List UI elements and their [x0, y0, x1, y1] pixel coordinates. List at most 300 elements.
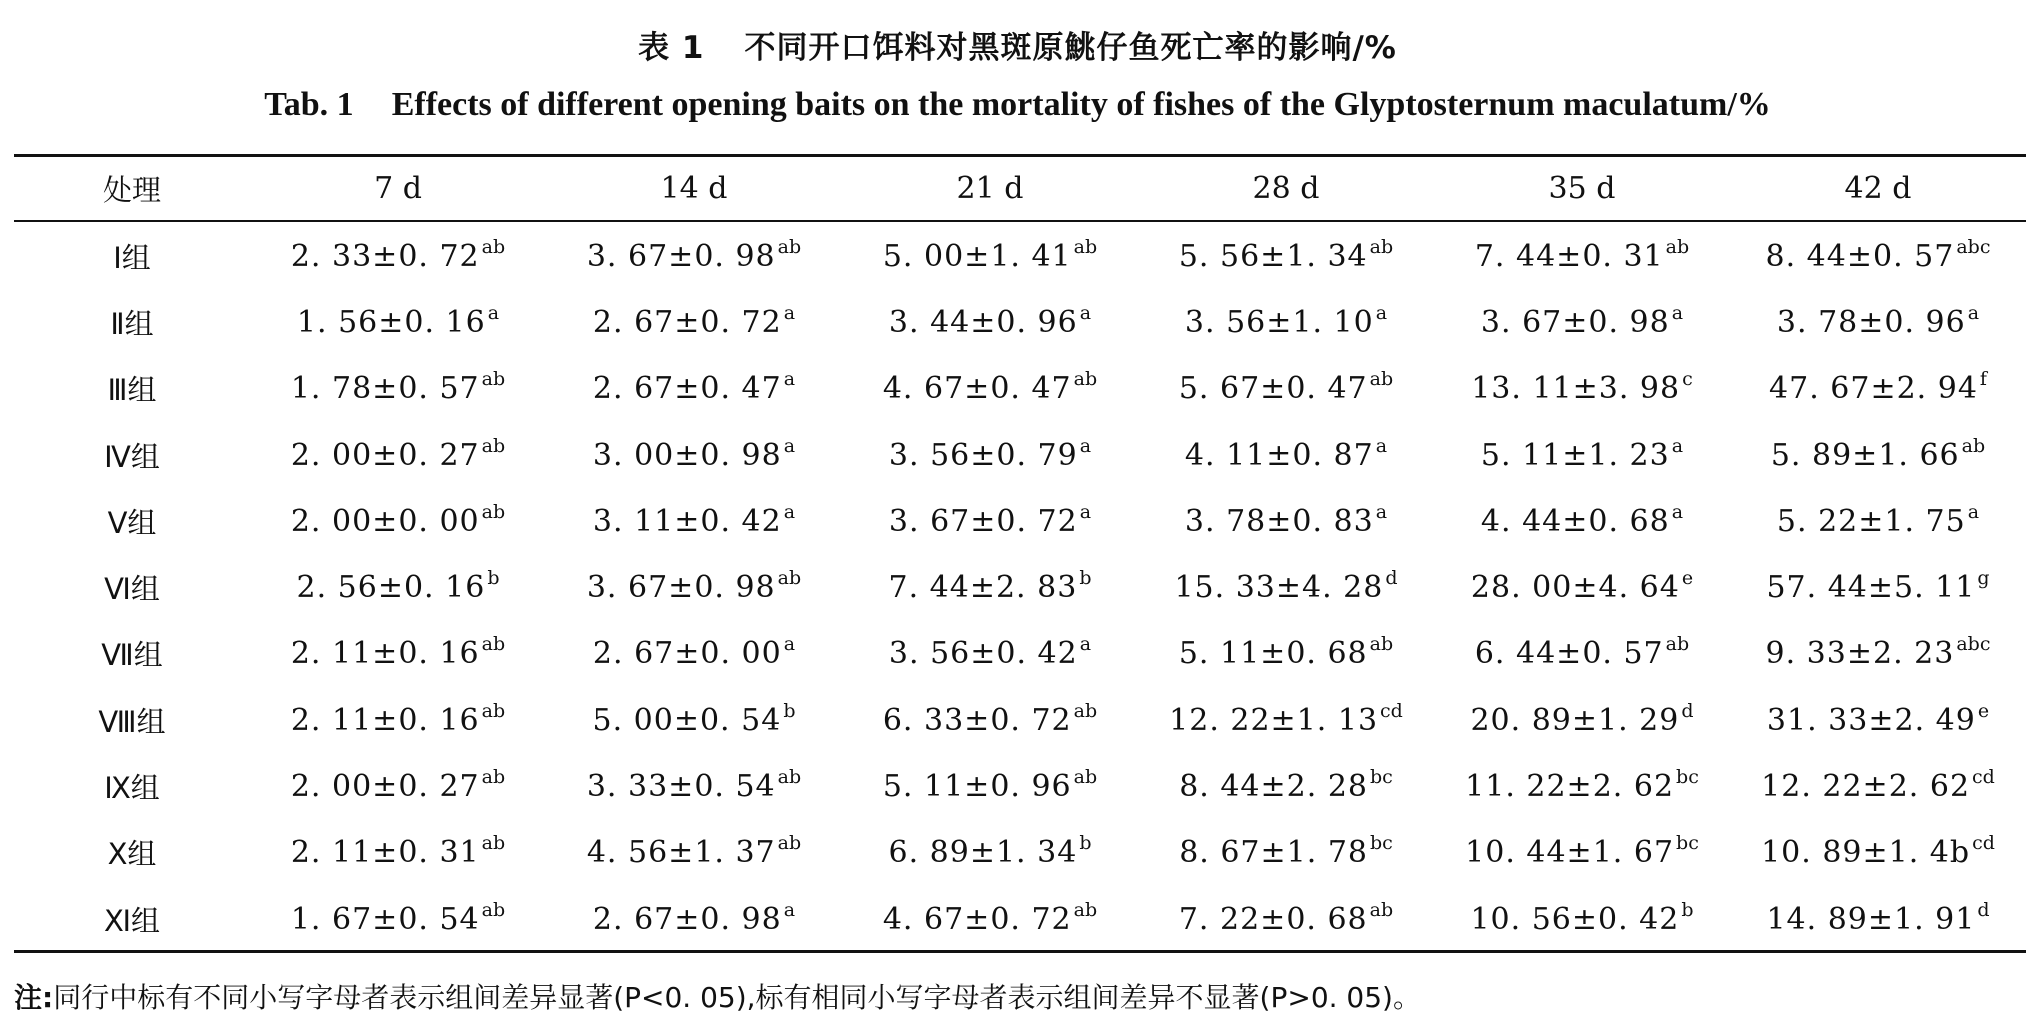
significance-letters: cd — [1972, 766, 1995, 789]
mortality-value — [290, 766, 506, 805]
mean-sd-value: 11. 22±2. 62 — [1465, 769, 1675, 805]
mean-sd-value: 2. 11±0. 31 — [290, 835, 480, 871]
mean-sd-value: 2. 00±0. 27 — [290, 769, 480, 805]
mean-sd-value: 3. 00±0. 98 — [592, 437, 782, 473]
significance-letters: bc — [1676, 766, 1699, 789]
mortality-value — [592, 500, 796, 539]
table-cell — [1138, 554, 1434, 620]
mortality-value — [592, 368, 796, 407]
significance-letters: a — [487, 301, 500, 324]
table-cell — [842, 554, 1138, 620]
table-cell — [1730, 422, 2026, 488]
mortality-value — [592, 301, 796, 340]
mortality-value — [586, 235, 802, 274]
mortality-value — [586, 832, 802, 871]
table-row — [14, 554, 2026, 620]
significance-letters: ab — [1073, 766, 1098, 789]
mean-sd-value: 3. 56±0. 79 — [888, 437, 1078, 473]
mean-sd-value: 7. 44±2. 83 — [888, 570, 1078, 606]
group-label: Ⅱ组 — [110, 306, 154, 341]
column-header: 14 d — [660, 171, 728, 206]
significance-letters: a — [783, 500, 796, 523]
significance-letters: e — [1977, 699, 1990, 722]
mean-sd-value: 5. 22±1. 75 — [1776, 503, 1966, 539]
table-row — [14, 621, 2026, 687]
mean-sd-value: 15. 33±4. 28 — [1174, 570, 1384, 606]
mean-sd-value: 2. 33±0. 72 — [290, 238, 480, 274]
significance-letters: a — [783, 898, 796, 921]
mortality-value — [296, 301, 500, 340]
table-cell — [250, 554, 546, 620]
mean-sd-value: 3. 78±0. 96 — [1776, 304, 1966, 340]
table-cell — [1730, 554, 2026, 620]
table-cell — [1730, 621, 2026, 687]
table-row — [14, 753, 2026, 819]
table-row — [14, 289, 2026, 355]
significance-letters: cd — [1972, 832, 1995, 855]
mean-sd-value: 3. 56±1. 10 — [1184, 304, 1374, 340]
group-label: Ⅳ组 — [104, 439, 160, 474]
mean-sd-value: 2. 67±0. 98 — [592, 901, 782, 937]
table-cell — [1730, 356, 2026, 422]
table-cell — [1434, 687, 1730, 753]
group-label: Ⅶ组 — [101, 638, 163, 673]
mortality-value — [290, 832, 506, 871]
table-cell — [842, 753, 1138, 819]
significance-letters: ab — [1665, 633, 1690, 656]
significance-letters: ab — [481, 699, 506, 722]
group-label: Ⅰ组 — [113, 240, 151, 275]
significance-letters: a — [1079, 500, 1092, 523]
significance-letters: ab — [1073, 898, 1098, 921]
mortality-value — [882, 766, 1098, 805]
mean-sd-value: 2. 67±0. 72 — [592, 304, 782, 340]
mean-sd-value: 3. 67±0. 98 — [586, 238, 776, 274]
mortality-value — [888, 832, 1092, 871]
mean-sd-value: 14. 89±1. 91 — [1766, 901, 1976, 937]
significance-letters: d — [1385, 567, 1398, 590]
significance-letters: a — [1967, 500, 1980, 523]
table-cell — [1138, 886, 1434, 952]
mortality-value — [1761, 766, 1995, 805]
table-cell — [1434, 621, 1730, 687]
table-cell — [842, 356, 1138, 422]
significance-letters: f — [1979, 368, 1987, 391]
significance-letters: ab — [481, 633, 506, 656]
mortality-value — [592, 633, 796, 672]
significance-letters: a — [1079, 301, 1092, 324]
mortality-value — [592, 699, 796, 738]
significance-letters: bc — [1370, 832, 1393, 855]
significance-letters: d — [1977, 898, 1990, 921]
mortality-value — [888, 500, 1092, 539]
mortality-value — [1174, 567, 1398, 606]
table-cell — [1138, 422, 1434, 488]
significance-letters: a — [1375, 500, 1388, 523]
mortality-value — [1179, 832, 1393, 871]
significance-letters: b — [783, 699, 796, 722]
mean-sd-value: 2. 67±0. 47 — [592, 371, 782, 407]
mean-sd-value: 6. 89±1. 34 — [888, 835, 1078, 871]
mean-sd-value: 47. 67±2. 94 — [1769, 371, 1978, 407]
significance-letters: a — [1671, 500, 1684, 523]
table-cell — [1730, 687, 2026, 753]
mortality-value — [1184, 434, 1388, 473]
mean-sd-value: 6. 44±0. 57 — [1474, 636, 1664, 672]
significance-letters: ab — [481, 235, 506, 258]
table-cell — [546, 621, 842, 687]
group-label: Ⅹ组 — [107, 837, 157, 872]
mortality-value — [888, 301, 1092, 340]
mortality-value — [1766, 898, 1990, 937]
table-cell — [250, 289, 546, 355]
significance-letters: c — [1682, 368, 1693, 391]
table-cell — [842, 621, 1138, 687]
mortality-value — [290, 699, 506, 738]
table-cell — [1434, 753, 1730, 819]
significance-letters: ab — [1665, 235, 1690, 258]
mortality-value — [882, 699, 1098, 738]
table-cell — [250, 422, 546, 488]
group-label: Ⅵ组 — [104, 572, 160, 607]
mortality-value — [1474, 235, 1690, 274]
mean-sd-value: 12. 22±2. 62 — [1761, 769, 1971, 805]
mortality-value — [592, 898, 796, 937]
mean-sd-value: 3. 44±0. 96 — [888, 304, 1078, 340]
mean-sd-value: 57. 44±5. 11 — [1766, 570, 1976, 606]
significance-letters: a — [783, 633, 796, 656]
group-label: Ⅸ组 — [104, 771, 160, 806]
table-header-row — [14, 157, 2026, 220]
significance-letters: ab — [777, 567, 802, 590]
table-cell — [250, 621, 546, 687]
table-cell — [1434, 422, 1730, 488]
table-row — [14, 422, 2026, 488]
table-cell — [1730, 753, 2026, 819]
table-title-en — [0, 86, 2035, 124]
significance-letters: a — [1079, 633, 1092, 656]
group-label: Ⅲ组 — [107, 373, 157, 408]
significance-letters: ab — [481, 434, 506, 457]
mean-sd-value: 10. 56±0. 42 — [1470, 901, 1680, 937]
mortality-value — [1776, 500, 1980, 539]
mean-sd-value: 4. 67±0. 72 — [882, 901, 1072, 937]
mortality-value — [290, 434, 506, 473]
mortality-value — [1766, 567, 1990, 606]
mean-sd-value: 1. 67±0. 54 — [290, 901, 480, 937]
table-cell — [250, 220, 546, 289]
table-cell — [546, 753, 842, 819]
significance-letters: e — [1681, 567, 1694, 590]
mortality-value — [1776, 301, 1980, 340]
significance-letters: ab — [1073, 235, 1098, 258]
table-cell — [1138, 621, 1434, 687]
significance-letters: bc — [1370, 766, 1393, 789]
significance-letters: ab — [1369, 368, 1394, 391]
mean-sd-value: 3. 33±0. 54 — [586, 769, 776, 805]
table-title-cn-text: 不同开口饵料对黑斑原鮡仔鱼死亡率的影响/% — [744, 30, 1397, 66]
mortality-value — [290, 898, 506, 937]
mortality-value — [1178, 368, 1394, 407]
significance-letters: ab — [481, 832, 506, 855]
table-cell — [1434, 820, 1730, 886]
mortality-value — [586, 766, 802, 805]
significance-letters: b — [1079, 832, 1092, 855]
mortality-value — [1179, 766, 1393, 805]
table-cell — [1434, 289, 1730, 355]
table-cell — [250, 687, 546, 753]
table-cell — [1730, 220, 2026, 289]
table-cell — [842, 220, 1138, 289]
mean-sd-value: 5. 56±1. 34 — [1178, 238, 1368, 274]
mortality-value — [1761, 832, 1995, 871]
table-cell — [546, 356, 842, 422]
table-cell — [546, 289, 842, 355]
mean-sd-value: 2. 00±0. 27 — [290, 437, 480, 473]
table-row — [14, 886, 2026, 952]
table-row — [14, 220, 2026, 289]
mean-sd-value: 4. 11±0. 87 — [1184, 437, 1374, 473]
significance-letters: ab — [1369, 898, 1394, 921]
mortality-value — [592, 434, 796, 473]
table-cell — [1434, 886, 1730, 952]
column-header: 42 d — [1844, 171, 1912, 206]
significance-letters: cd — [1380, 699, 1403, 722]
mortality-value — [290, 235, 506, 274]
mortality-value — [1765, 633, 1991, 672]
mortality-value — [888, 434, 1092, 473]
significance-letters: ab — [1369, 633, 1394, 656]
mortality-value — [290, 500, 506, 539]
table-cell — [1730, 289, 2026, 355]
significance-letters: ab — [481, 368, 506, 391]
mean-sd-value: 7. 44±0. 31 — [1474, 238, 1664, 274]
mortality-value — [1480, 301, 1684, 340]
table-cell — [1434, 554, 1730, 620]
column-header: 21 d — [956, 171, 1024, 206]
mean-sd-value: 2. 11±0. 16 — [290, 702, 480, 738]
group-label: Ⅷ组 — [98, 704, 166, 739]
table-cell — [1730, 820, 2026, 886]
table-cell — [1434, 356, 1730, 422]
significance-letters: b — [1681, 898, 1694, 921]
significance-letters: a — [1671, 301, 1684, 324]
table-cell — [842, 820, 1138, 886]
mean-sd-value: 2. 67±0. 00 — [592, 636, 782, 672]
table-cell — [250, 886, 546, 952]
table-cell — [1138, 687, 1434, 753]
table-cell — [842, 886, 1138, 952]
significance-letters: a — [783, 368, 796, 391]
significance-letters: ab — [1073, 368, 1098, 391]
mean-sd-value: 3. 11±0. 42 — [592, 503, 782, 539]
table-cell — [546, 220, 842, 289]
mean-sd-value: 1. 56±0. 16 — [296, 304, 486, 340]
significance-letters: ab — [481, 898, 506, 921]
significance-letters: a — [1967, 301, 1980, 324]
mean-sd-value: 10. 89±1. 4b — [1761, 835, 1971, 871]
mortality-value — [1769, 368, 1987, 407]
table-cell — [1730, 886, 2026, 952]
mortality-value — [1178, 898, 1394, 937]
significance-letters: ab — [1369, 235, 1394, 258]
mortality-value — [1770, 434, 1986, 473]
mortality-value — [1169, 699, 1403, 738]
mortality-value — [1765, 235, 1991, 274]
mortality-value — [1470, 699, 1694, 738]
mean-sd-value: 8. 44±0. 57 — [1765, 238, 1955, 274]
mortality-value — [1178, 633, 1394, 672]
mean-sd-value: 1. 78±0. 57 — [290, 371, 480, 407]
mean-sd-value: 28. 00±4. 64 — [1470, 570, 1680, 606]
mortality-value — [1766, 699, 1990, 738]
mean-sd-value: 10. 44±1. 67 — [1465, 835, 1675, 871]
table-cell — [250, 488, 546, 554]
significance-letters: g — [1977, 567, 1990, 590]
mortality-value — [1480, 434, 1684, 473]
table-title-cn — [0, 22, 2035, 67]
mean-sd-value: 3. 67±0. 98 — [586, 570, 776, 606]
mean-sd-value: 20. 89±1. 29 — [1470, 702, 1680, 738]
table-row — [14, 687, 2026, 753]
mean-sd-value: 5. 67±0. 47 — [1178, 371, 1368, 407]
mean-sd-value: 12. 22±1. 13 — [1169, 702, 1379, 738]
mean-sd-value: 3. 67±0. 72 — [888, 503, 1078, 539]
mean-sd-value: 5. 11±0. 68 — [1178, 636, 1368, 672]
mortality-value — [1465, 832, 1699, 871]
group-label: Ⅺ组 — [103, 903, 161, 938]
mean-sd-value: 4. 67±0. 47 — [882, 371, 1072, 407]
mortality-value — [1178, 235, 1394, 274]
mortality-value — [290, 633, 506, 672]
table-cell — [1138, 220, 1434, 289]
mean-sd-value: 3. 67±0. 98 — [1480, 304, 1670, 340]
mortality-value — [1184, 500, 1388, 539]
significance-letters: abc — [1956, 633, 1991, 656]
mean-sd-value: 3. 56±0. 42 — [888, 636, 1078, 672]
mortality-value — [882, 235, 1098, 274]
column-header: 处理 — [102, 173, 161, 207]
table-cell — [546, 422, 842, 488]
mortality-value — [882, 898, 1098, 937]
mortality-value — [1470, 898, 1694, 937]
table-cell — [546, 554, 842, 620]
column-header: 35 d — [1548, 171, 1616, 206]
table-row — [14, 356, 2026, 422]
table-cell — [546, 820, 842, 886]
mortality-table — [14, 157, 2026, 952]
mortality-value — [1470, 567, 1694, 606]
table-cell — [1138, 820, 1434, 886]
significance-letters: b — [487, 567, 500, 590]
significance-letters: abc — [1956, 235, 1991, 258]
table-row — [14, 488, 2026, 554]
table-cell — [546, 687, 842, 753]
significance-letters: ab — [777, 832, 802, 855]
mortality-value — [888, 567, 1092, 606]
mean-sd-value: 3. 78±0. 83 — [1184, 503, 1374, 539]
significance-letters: b — [1079, 567, 1092, 590]
mortality-value — [1480, 500, 1684, 539]
mean-sd-value: 2. 00±0. 00 — [290, 503, 480, 539]
significance-letters: a — [1079, 434, 1092, 457]
mean-sd-value: 5. 00±1. 41 — [882, 238, 1072, 274]
group-label: Ⅴ组 — [107, 505, 157, 540]
table-cell — [1434, 220, 1730, 289]
mean-sd-value: 31. 33±2. 49 — [1766, 702, 1976, 738]
column-header: 7 d — [374, 171, 422, 206]
table-cell — [250, 820, 546, 886]
mortality-value — [1471, 368, 1693, 407]
mortality-value — [888, 633, 1092, 672]
table-cell — [1138, 289, 1434, 355]
mean-sd-value: 5. 11±0. 96 — [882, 769, 1072, 805]
mortality-value — [1465, 766, 1699, 805]
table-cell — [546, 488, 842, 554]
table-number-cn: 表 1 — [638, 30, 705, 66]
mortality-value — [1474, 633, 1690, 672]
mean-sd-value: 13. 11±3. 98 — [1471, 371, 1681, 407]
table-number-en: Tab. 1 — [264, 86, 354, 123]
significance-letters: ab — [777, 766, 802, 789]
table-cell — [250, 753, 546, 819]
table-cell — [1434, 488, 1730, 554]
mean-sd-value: 8. 44±2. 28 — [1179, 769, 1368, 805]
significance-letters: a — [1375, 434, 1388, 457]
significance-letters: ab — [481, 766, 506, 789]
mean-sd-value: 8. 67±1. 78 — [1179, 835, 1368, 871]
table-cell — [1138, 753, 1434, 819]
table-cell — [842, 488, 1138, 554]
significance-letters: ab — [1073, 699, 1098, 722]
mean-sd-value: 7. 22±0. 68 — [1178, 901, 1368, 937]
table-cell — [842, 687, 1138, 753]
mortality-value — [1184, 301, 1388, 340]
mortality-value — [882, 368, 1098, 407]
footnote-text: 同行中标有不同小写字母者表示组间差异显著(P<0. 05),标有相同小写字母者表示组间差异不显著(P>0. 05)。 — [53, 981, 1421, 1014]
table-title-en-text: Effects of different opening baits on the mortality of fishes of the Glyptosternum maculatum/% — [391, 86, 1771, 123]
mean-sd-value: 9. 33±2. 23 — [1765, 636, 1955, 672]
significance-letters: a — [1671, 434, 1684, 457]
significance-letters: a — [1375, 301, 1388, 324]
table-cell — [842, 422, 1138, 488]
mean-sd-value: 4. 56±1. 37 — [586, 835, 776, 871]
mortality-value — [290, 368, 506, 407]
table-cell — [842, 289, 1138, 355]
mortality-value — [296, 567, 500, 606]
mean-sd-value: 5. 89±1. 66 — [1770, 437, 1960, 473]
table-cell — [1138, 488, 1434, 554]
table-cell — [250, 356, 546, 422]
significance-letters: d — [1681, 699, 1694, 722]
table-footnote — [14, 976, 2026, 1016]
significance-letters: a — [783, 434, 796, 457]
significance-letters: ab — [777, 235, 802, 258]
mean-sd-value: 4. 44±0. 68 — [1480, 503, 1670, 539]
column-header: 28 d — [1252, 171, 1320, 206]
significance-letters: ab — [1961, 434, 1986, 457]
mean-sd-value: 2. 11±0. 16 — [290, 636, 480, 672]
table-cell — [1730, 488, 2026, 554]
significance-letters: ab — [481, 500, 506, 523]
footnote-label: 注: — [14, 981, 54, 1014]
mortality-value — [586, 567, 802, 606]
significance-letters: a — [783, 301, 796, 324]
mean-sd-value: 2. 56±0. 16 — [296, 570, 486, 606]
significance-letters: bc — [1676, 832, 1699, 855]
table-cell — [546, 886, 842, 952]
mean-sd-value: 6. 33±0. 72 — [882, 702, 1072, 738]
